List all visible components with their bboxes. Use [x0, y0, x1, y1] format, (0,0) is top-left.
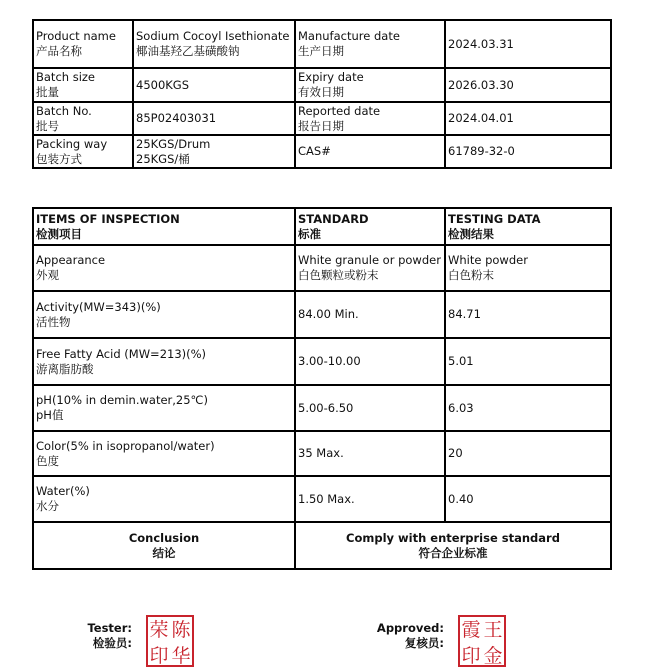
header-items-cn: 检测项目: [36, 226, 82, 241]
info-label-cn: 产品名称: [36, 44, 82, 58]
info-label-cn: 报告日期: [298, 118, 344, 133]
info-label-cn: 包装方式: [36, 151, 82, 166]
info-label-en: Product name: [36, 29, 116, 43]
item-en: Activity(MW=343)(%): [36, 299, 161, 314]
inspection-header-row: [33, 208, 611, 245]
item-cn: 游离脂肪酸: [36, 361, 94, 376]
info-value-cell: [133, 135, 295, 168]
tester-label: [80, 621, 132, 651]
seal-char: 王: [483, 619, 503, 641]
inspection-row: [33, 385, 611, 431]
info-label-en: Manufacture date: [298, 29, 400, 43]
standard-cell: [295, 431, 445, 476]
approved-label: [370, 621, 444, 651]
conclusion-row: [33, 522, 611, 569]
info-label-cn: 批量: [36, 85, 59, 99]
conclusion-label-en: Conclusion: [128, 530, 200, 545]
item-cn: 外观: [36, 268, 59, 282]
seal-char: 华: [171, 645, 191, 667]
info-value: 2024.04.01: [448, 111, 514, 125]
info-value-cell: [445, 135, 611, 168]
header-standard-en: STANDARD: [298, 211, 369, 226]
data-value: 5.01: [448, 354, 474, 368]
approved-label-en: Approved:: [376, 621, 444, 635]
conclusion-value-en: Comply with enterprise standard: [346, 530, 560, 545]
inspection-row: [33, 245, 611, 291]
info-value-en: 85P02403031: [136, 111, 217, 125]
inspection-row: [33, 476, 611, 522]
info-value-cell: [445, 68, 611, 102]
product-info-table: [32, 19, 612, 169]
header-data-cn: 检测结果: [448, 226, 494, 241]
inspection-row: [33, 291, 611, 338]
info-label-cn: 批号: [36, 118, 59, 133]
info-label-en: Batch size: [36, 70, 96, 84]
info-label-en: Packing way: [36, 136, 108, 151]
seal-char: 金: [483, 645, 503, 667]
item-en: Appearance: [36, 253, 106, 267]
data-cell: [445, 245, 611, 291]
standard-value: 84.00 Min.: [298, 307, 359, 321]
item-cn: 色度: [36, 453, 59, 468]
standard-value: 3.00-10.00: [298, 354, 361, 368]
data-cell: [445, 431, 611, 476]
tester-label-en: Tester:: [87, 621, 132, 635]
info-label-cn: 生产日期: [298, 44, 344, 58]
item-cn: pH值: [36, 408, 64, 422]
item-en: pH(10% in demin.water,25℃): [36, 393, 208, 407]
standard-en: White granule or powder: [298, 253, 441, 267]
inspection-row: [33, 338, 611, 385]
item-cell: [33, 338, 295, 385]
info-value-cell: [133, 20, 295, 68]
info-value-cn: 25KGS/桶: [136, 151, 190, 166]
info-value-cell: [133, 102, 295, 135]
item-en: Color(5% in isopropanol/water): [36, 438, 215, 453]
info-label-en: Expiry date: [298, 70, 364, 84]
standard-cell: [295, 385, 445, 431]
conclusion-value-cell: [295, 522, 611, 569]
info-row: [33, 102, 611, 135]
header-testing-data: [445, 208, 611, 245]
item-cell: [33, 385, 295, 431]
header-standard: [295, 208, 445, 245]
data-value: 84.71: [448, 307, 481, 321]
info-value: 2024.03.31: [448, 36, 514, 51]
info-row: [33, 135, 611, 168]
standard-value: 35 Max.: [298, 446, 344, 460]
standard-cell: [295, 291, 445, 338]
item-cell: [33, 476, 295, 522]
standard-cell: [295, 245, 445, 291]
info-label-cell: [33, 68, 133, 102]
info-label-cell: [295, 102, 445, 135]
data-value: 20: [448, 446, 463, 460]
tester-seal: [146, 615, 194, 667]
conclusion-value-cn: 符合企业标准: [418, 545, 488, 560]
seal-char: 陈: [171, 619, 191, 641]
standard-value: 1.50 Max.: [298, 491, 355, 506]
header-items: [33, 208, 295, 245]
info-label-cell: [33, 135, 133, 168]
info-value-cell: [133, 68, 295, 102]
info-value: 61789-32-0: [448, 144, 515, 158]
data-value: 6.03: [448, 400, 474, 415]
inspection-row: [33, 431, 611, 476]
info-label-cell: [33, 20, 133, 68]
data-en: White powder: [448, 253, 528, 267]
item-en: Free Fatty Acid (MW=213)(%): [36, 346, 207, 361]
data-cell: [445, 338, 611, 385]
conclusion-label-cn: 结论: [152, 545, 176, 560]
approved-seal: [458, 615, 506, 667]
standard-cell: [295, 476, 445, 522]
seal-char: 印: [461, 645, 481, 667]
item-cn: 水分: [36, 499, 59, 513]
standard-cn: 白色颗粒或粉末: [298, 268, 379, 282]
info-row: [33, 68, 611, 102]
header-items-en: ITEMS OF INSPECTION: [36, 211, 180, 226]
item-en: Water(%): [36, 484, 90, 498]
info-row: [33, 20, 611, 68]
data-cell: [445, 385, 611, 431]
data-cn: 白色粉末: [448, 268, 494, 282]
data-cell: [445, 291, 611, 338]
info-value-cell: [445, 20, 611, 68]
info-label-en: Reported date: [298, 103, 381, 118]
data-cell: [445, 476, 611, 522]
info-value-cell: [445, 102, 611, 135]
standard-cell: [295, 338, 445, 385]
seal-char: 印: [149, 645, 169, 667]
info-value: 2026.03.30: [448, 77, 514, 92]
standard-value: 5.00-6.50: [298, 400, 354, 415]
data-value: 0.40: [448, 491, 474, 506]
info-label-cell: [295, 135, 445, 168]
conclusion-label-cell: [33, 522, 295, 569]
seal-char: 霞: [461, 619, 481, 641]
info-label-cell: [295, 20, 445, 68]
info-label-en: CAS#: [298, 144, 331, 158]
item-cell: [33, 431, 295, 476]
header-data-en: TESTING DATA: [448, 211, 541, 226]
item-cell: [33, 245, 295, 291]
seal-char: 荣: [149, 619, 169, 641]
item-cn: 活性物: [36, 314, 71, 329]
info-value-cn: 椰油基羟乙基磺酸钠: [136, 44, 240, 58]
header-standard-cn: 标准: [298, 226, 321, 241]
approved-label-cn: 复核员:: [404, 636, 444, 650]
inspection-table: [32, 207, 612, 570]
info-value-en: 4500KGS: [136, 77, 190, 92]
info-label-en: Batch No.: [36, 103, 92, 118]
info-value-en: Sodium Cocoyl Isethionate: [136, 29, 290, 43]
info-label-cell: [295, 68, 445, 102]
tester-label-cn: 检验员:: [92, 636, 132, 650]
info-label-cn: 有效日期: [298, 85, 344, 99]
info-label-cell: [33, 102, 133, 135]
item-cell: [33, 291, 295, 338]
info-value-en: 25KGS/Drum: [136, 136, 211, 151]
